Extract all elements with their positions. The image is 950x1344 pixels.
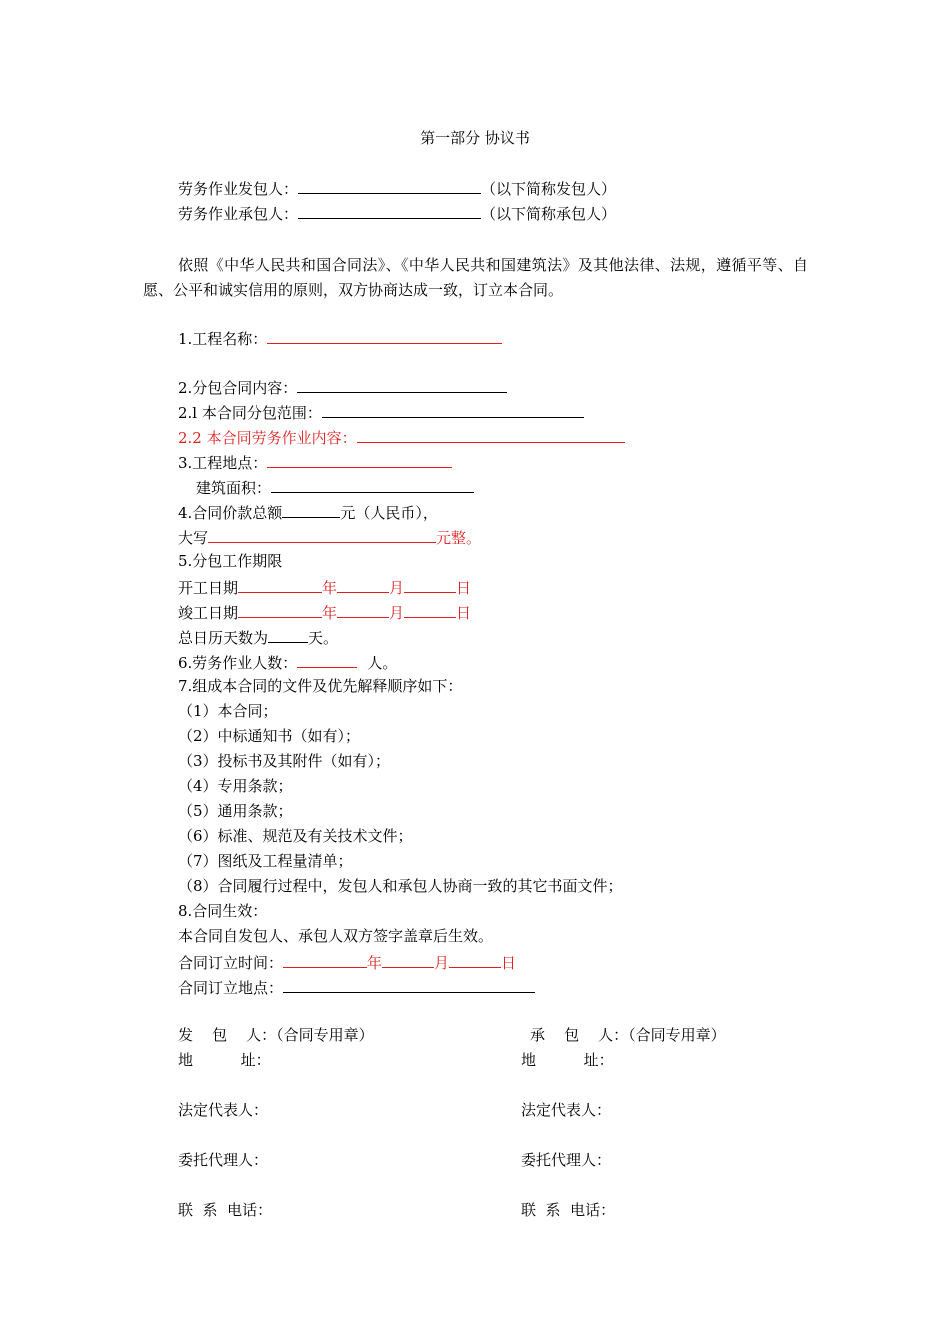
right-party: 承 包 人：（合同专用章） (530, 1026, 726, 1044)
right-agent: 委托代理人： (521, 1151, 612, 1169)
doc-item: （5）通用条款； (178, 802, 293, 820)
employer-line (178, 177, 616, 197)
total-days-blank[interactable] (268, 626, 308, 643)
start-month-blank[interactable] (337, 576, 389, 593)
workers-line (178, 651, 397, 671)
preamble-paragraph: 依照《中华人民共和国合同法》、《中华人民共和国建筑法》及其他法律、法规，遵循平等、自愿、公平和诚实信用的原则，双方协商达成一致，订立本合同。 (143, 256, 808, 299)
contractor-note: （以下简称承包人） (481, 205, 617, 223)
left-phone: 联 系 电话： (178, 1201, 273, 1219)
left-agent: 委托代理人： (178, 1151, 269, 1169)
docs-heading: 7.组成本合同的文件及优先解释顺序如下： (178, 677, 463, 695)
doc-item: （2）中标通知书（如有）； (178, 727, 361, 745)
sign-year-blank[interactable] (283, 951, 367, 968)
total-days-line (178, 626, 338, 646)
sign-place-blank[interactable] (283, 976, 535, 993)
subcontract-content-blank[interactable] (297, 376, 507, 393)
end-day-blank[interactable] (404, 601, 456, 618)
doc-item: （3）投标书及其附件（如有）； (178, 752, 391, 770)
floor-area-blank[interactable] (271, 476, 474, 493)
labor-content-line (178, 426, 625, 446)
price-label: 4.合同价款总额 (178, 504, 283, 522)
sign-year-unit: 年 (367, 954, 383, 972)
employer-label: 劳务作业发包人： (178, 180, 299, 198)
start-day-blank[interactable] (404, 576, 456, 593)
start-date-label: 开工日期 (178, 579, 239, 597)
sign-time-label: 合同订立时间： (178, 954, 284, 972)
sign-place-label: 合同订立地点： (178, 979, 284, 997)
total-days-label: 总日历天数为 (178, 629, 269, 647)
end-date-line (178, 601, 471, 621)
scope-blank[interactable] (322, 401, 584, 418)
end-date-label: 竣工日期 (178, 604, 239, 622)
project-name-blank[interactable] (267, 327, 502, 344)
labor-content-blank[interactable] (357, 426, 625, 443)
right-phone: 联 系 电话： (521, 1201, 616, 1219)
end-day-unit: 日 (456, 604, 472, 622)
end-year-blank[interactable] (238, 601, 322, 618)
subcontract-content-line (178, 376, 507, 396)
start-date-line (178, 576, 471, 596)
contractor-label: 劳务作业承包人： (178, 205, 299, 223)
end-month-blank[interactable] (337, 601, 389, 618)
sign-month-unit: 月 (434, 954, 450, 972)
start-year-blank[interactable] (238, 576, 322, 593)
left-legal-rep: 法定代表人： (178, 1101, 269, 1119)
project-name-line (178, 327, 502, 347)
effect-text: 本合同自发包人、承包人双方签字盖章后生效。 (178, 927, 494, 945)
workers-label: 6.劳务作业人数： (178, 654, 298, 672)
doc-item: （6）标准、规范及有关技术文件； (178, 827, 413, 845)
sign-day-unit: 日 (501, 954, 517, 972)
capital-suffix: 元整。 (436, 529, 482, 547)
capital-blank[interactable] (208, 526, 436, 543)
contractor-blank[interactable] (298, 202, 481, 219)
location-blank[interactable] (267, 451, 452, 468)
scope-line (178, 401, 584, 421)
doc-item: （1）本合同； (178, 702, 278, 720)
capital-line (178, 526, 481, 546)
left-party: 发 包 人：（合同专用章） (178, 1026, 374, 1044)
price-blank[interactable] (282, 501, 340, 518)
location-line (178, 451, 452, 471)
location-label: 3.工程地点： (178, 454, 268, 472)
total-days-suffix: 天。 (308, 629, 339, 647)
capital-label: 大写 (178, 529, 209, 547)
doc-item: （4）专用条款； (178, 777, 293, 795)
left-address: 地 址： (178, 1051, 271, 1069)
start-day-unit: 日 (456, 579, 472, 597)
sign-month-blank[interactable] (382, 951, 434, 968)
right-address: 地 址： (521, 1051, 614, 1069)
employer-note: （以下简称发包人） (481, 180, 617, 198)
sign-place-line (178, 976, 535, 996)
price-unit: 元（人民币）， (340, 504, 438, 522)
end-year-unit: 年 (322, 604, 338, 622)
price-line (178, 501, 438, 521)
employer-blank[interactable] (298, 177, 481, 194)
start-year-unit: 年 (322, 579, 338, 597)
end-month-unit: 月 (389, 604, 405, 622)
right-legal-rep: 法定代表人： (521, 1101, 612, 1119)
floor-area-label: 建筑面积： (196, 479, 272, 497)
project-name-label: 1.工程名称： (178, 330, 268, 348)
start-month-unit: 月 (389, 579, 405, 597)
sign-day-blank[interactable] (449, 951, 501, 968)
workers-blank[interactable] (297, 651, 357, 668)
sign-time-line (178, 951, 516, 971)
period-heading: 5.分包工作期限 (178, 552, 283, 570)
contractor-line (178, 202, 616, 222)
doc-item: （7）图纸及工程量清单； (178, 852, 353, 870)
doc-item: （8）合同履行过程中，发包人和承包人协商一致的其它书面文件； (178, 877, 623, 895)
effect-heading: 8.合同生效： (178, 902, 268, 920)
labor-content-label: 2.2 本合同劳务作业内容： (178, 429, 357, 447)
page-title: 第一部分 协议书 (420, 129, 530, 147)
floor-area-line (196, 476, 474, 496)
subcontract-content-label: 2.分包合同内容： (178, 379, 298, 397)
workers-suffix: 人。 (367, 654, 398, 672)
scope-label: 2.l 本合同分包范围： (178, 404, 322, 422)
